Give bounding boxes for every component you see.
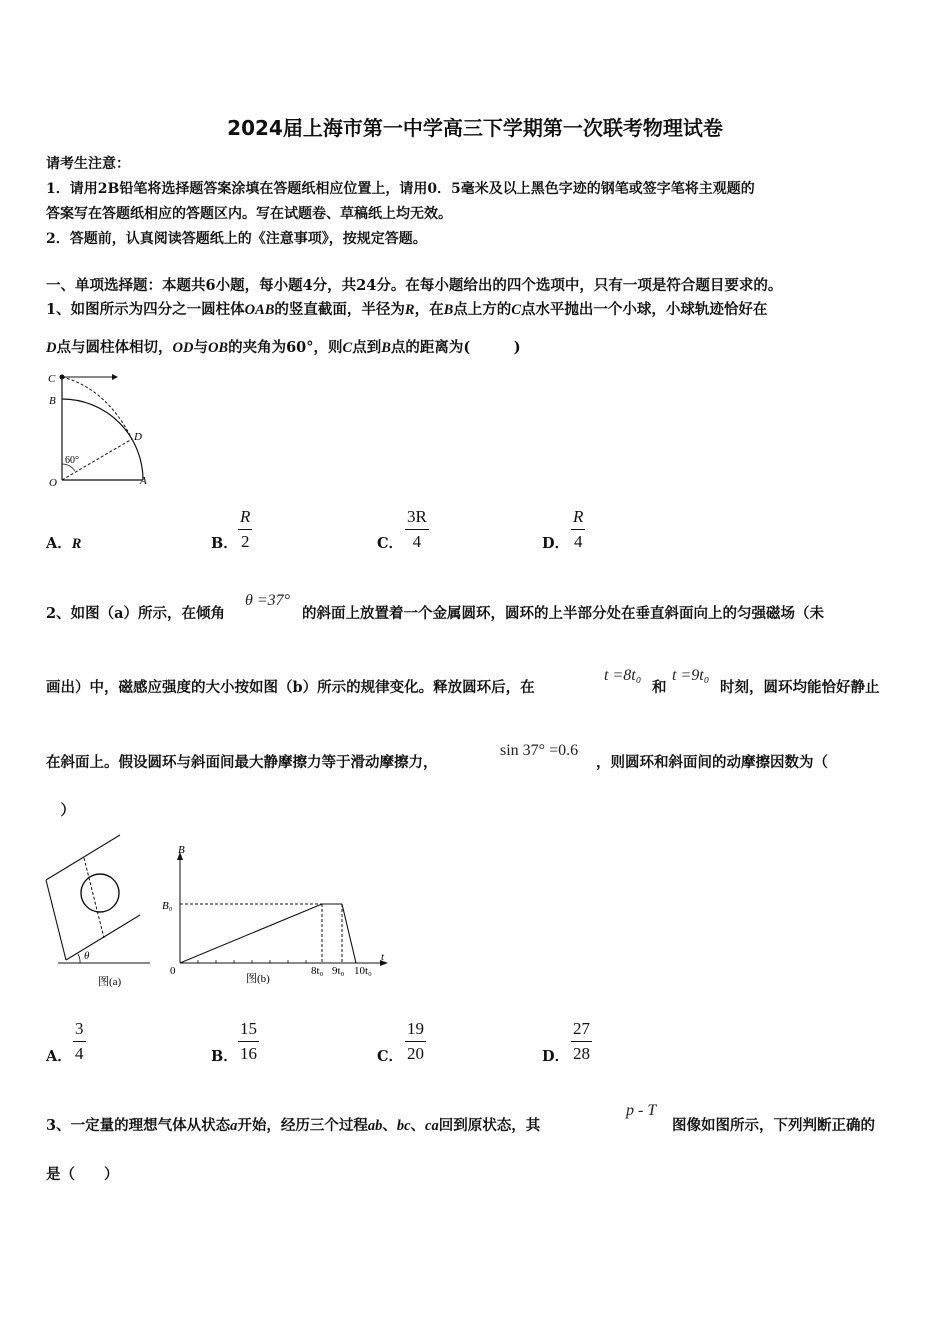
q2-line-3a: 在斜面上。假设圆环与斜面间最大静摩擦力等于滑动摩擦力， [46, 754, 438, 771]
q1-line-1: 1、如图所示为四分之一圆柱体OAB的竖直截面，半径为R，在B点上方的C点水平抛出一个小球，小球轨迹恰好在 [46, 301, 768, 318]
q2-line-2c: 时刻，圆环均能恰好静止 [720, 679, 880, 696]
q1-option-a[interactable]: A．R [46, 535, 82, 552]
q1-label-B: B [49, 395, 56, 407]
q1-line-2: D点与圆柱体相切，OD与OB的夹角为60°，则C点到B点的距离为( ) [46, 339, 521, 356]
q2-figure-b-axis-B: B [178, 844, 185, 856]
q3-line-1b: 图像如图所示，下列判断正确的 [672, 1117, 875, 1134]
q1-option-d-label[interactable]: D． [542, 535, 570, 552]
q3-line-2: 是（ ） [46, 1166, 119, 1183]
q2-math-t9: t =9t₀ [672, 667, 710, 684]
q1-figure [44, 368, 164, 492]
q2-figure-a-theta: θ [84, 950, 90, 962]
q1-label-angle: 60° [65, 455, 79, 466]
notice-line-3: 2．答题前，认真阅读答题纸上的《注意事项》，按规定答题。 [46, 231, 427, 247]
q1-option-c-fraction: 3R 4 [407, 507, 427, 551]
q2-figure-b-axis-t: t [381, 951, 385, 963]
q1-option-c-label[interactable]: C． [377, 535, 404, 552]
page-title: 2024届上海市第一中学高三下学期第一次联考物理试卷 [227, 116, 723, 140]
q1-label-D: D [134, 431, 142, 443]
q2-line-2b: 和 [652, 679, 667, 696]
q2-figure-a-caption: 图(a) [98, 976, 122, 988]
q1-option-d-fraction: R 4 [573, 507, 584, 551]
q2-figure-b-zero: 0 [170, 965, 176, 977]
q2-math-t8: t =8t₀ [604, 667, 642, 684]
q2-option-b-label[interactable]: B． [211, 1048, 238, 1065]
section-heading: 一、单项选择题：本题共6小题，每小题4分，共24分。在每小题给出的四个选项中，只有一项是符合题目要求的。 [46, 277, 783, 294]
q2-line-1b: 的斜面上放置着一个金属圆环，圆环的上半部分处在垂直斜面向上的匀强磁场（未 [302, 605, 824, 622]
q2-figure-b-t9: 9t₀ [332, 965, 345, 977]
q2-figure-b-t10: 10t₀ [354, 965, 372, 977]
q2-option-c-fraction: 19 20 [407, 1019, 424, 1063]
notice-line-1: 1．请用2B铅笔将选择题答案涂填在答题纸相应位置上，请用0．5毫米及以上黑色字迹的钢笔或签字笔将主观题的 [46, 181, 755, 197]
q2-math-theta: θ =37° [245, 592, 291, 609]
q3-line-1a: 3、一定量的理想气体从状态a开始，经历三个过程ab、bc、ca回到原状态，其 [46, 1117, 541, 1134]
q2-option-d-label[interactable]: D． [542, 1048, 570, 1065]
q1-label-C: C [48, 373, 56, 385]
q2-line-1a: 2、如图（a）所示，在倾角 [46, 605, 225, 622]
notice-heading: 请考生注意： [46, 156, 130, 172]
notice-line-2: 答案写在答题纸相应的答题区内。写在试题卷、草稿纸上均无效。 [46, 206, 452, 222]
q1-option-b-label[interactable]: B． [211, 535, 238, 552]
q2-figure-b-t8: 8t₀ [311, 965, 324, 977]
q2-math-sin: sin 37° =0.6 [500, 742, 579, 759]
q2-figure-b-B0: B₀ [162, 900, 173, 912]
q1-label-A: A [140, 475, 147, 487]
q3-math-pT: p - T [626, 1102, 657, 1119]
q2-line-3b: ，则圆环和斜面间的动摩擦因数为（ [596, 754, 828, 771]
q2-option-d-fraction: 27 28 [573, 1019, 590, 1063]
q2-option-c-label[interactable]: C． [377, 1048, 404, 1065]
q1-option-b-fraction: R 2 [240, 507, 251, 551]
q1-label-O: O [49, 477, 57, 489]
q2-option-b-fraction: 15 16 [240, 1019, 257, 1063]
q2-figure-b-caption: 图(b) [246, 973, 270, 985]
q2-option-a-label[interactable]: A． [46, 1048, 72, 1065]
q2-line-2a: 画出）中，磁感应强度的大小按如图（b）所示的规律变化。释放圆环后，在 [46, 679, 535, 696]
q2-figure-b [160, 838, 390, 993]
q2-figure-a [40, 830, 160, 995]
q2-line-4: ） [46, 802, 75, 819]
q2-option-a-fraction: 3 4 [75, 1019, 84, 1063]
